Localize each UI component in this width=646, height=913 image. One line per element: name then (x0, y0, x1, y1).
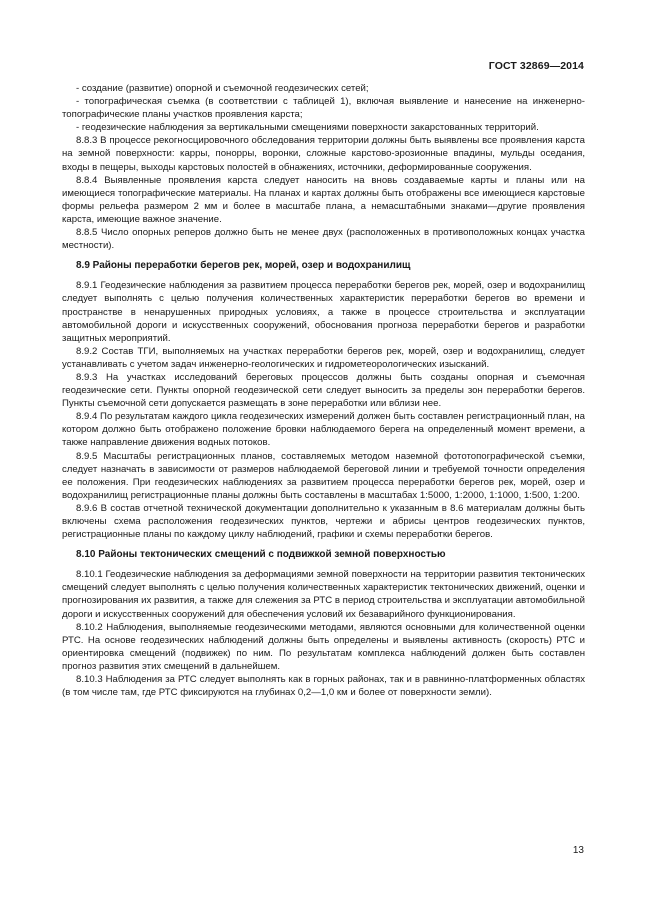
paragraph-8-8-4: 8.8.4 Выявленные проявления карста следует наносить на вновь создаваемые карты и планы или на имеющиеся топографические материалы. На планах и картах должны быть отображены все имеющиеся карстовые формы рельефа размером 2 мм и более в масштабе плана, а немасштабными знаками—другие проявления карста, имеющие важное значение. (62, 174, 585, 225)
paragraph-8-9-1: 8.9.1 Геодезические наблюдения за развитием процесса переработки берегов рек, морей, озер и водохранилищ следует выполнять с целью получения количественных характеристик переработки берегов во времени и пространстве в ненарушенных природных условиях, а также в процессе строительства и эксплуатации автомобильной дороги и искусственных сооружений, обоснования прогноза переработки берегов и разработки защитных мероприятий. (62, 280, 585, 344)
section-heading-8-10: 8.10 Районы тектонических смещений с подвижкой земной поверхностью (76, 549, 446, 561)
page-number: 13 (572, 845, 584, 856)
paragraph-8-9-2: 8.9.2 Состав ТГИ, выполняемых на участках переработки берегов рек, морей, озер и водохранилищ, следует устанавливать с учетом задач инженерно-геологических и гидрометеорологических изысканий. (62, 345, 585, 370)
page-body (62, 82, 585, 699)
paragraph-8-10-1: 8.10.1 Геодезические наблюдения за деформациями земной поверхности на территории развития тектонических смещений следует выполнять с целью получения количественных характеристик тектонических движений, оценки и прогнозирования их развития, а также для слежения за РТС в период строительства и эксплуатации автомобильной дороги и искусственных сооружений для обеспечения условий их безаварийного функционирования. (62, 569, 585, 620)
paragraph-8-10-3: 8.10.3 Наблюдения за РТС следует выполнять как в горных районах, так и в равнинно-платформенных областях (в том числе там, где РТС фиксируются на глубинах 0,2—1,0 км и более от поверхности земли). (62, 674, 585, 699)
standard-code: ГОСТ 32869—2014 (488, 60, 584, 72)
paragraph-8-9-6: 8.9.6 В состав отчетной технической документации дополнительно к указанным в 8.6 материалам должны быть включены схема расположения геодезических пунктов, чертежи и абрисы центров геодезических пунктов, регистрационные планы по каждому циклу наблюдений, графики и схемы переработки берегов. (62, 502, 585, 541)
list-item: - топографическая съемка (в соответствии с таблицей 1), включая выявление и нанесение на инженерно-топографические планы участков проявления карста; (62, 96, 585, 121)
section-heading-8-9: 8.9 Районы переработки берегов рек, морей, озер и водохранилищ (76, 260, 411, 272)
paragraph-8-9-3: 8.9.3 На участках исследований береговых процессов должны быть созданы опорная и съемочная геодезические сети. Пункты опорной геодезической сети следует выносить за пределы зон переработки берегов. Пункты съемочной сети допускается размещать в зоне переработки или вблизи нее. (62, 371, 585, 410)
paragraph-8-10-2: 8.10.2 Наблюдения, выполняемые геодезическими методами, являются основными для количественной оценки РТС. На основе геодезических наблюдений должны быть определены и выявлены активность (скорость) РТС и ориентировка смещений (подвижек) по ним. По результатам комплекса наблюдений должен быть составлен прогноз развития этих смещений в дальнейшем. (62, 621, 585, 672)
paragraph-8-8-3: 8.8.3 В процессе рекогносцировочного обследования территории должны быть выявлены все проявления карста на земной поверхности: карры, понорры, воронки, сложные карстово-эрозионные впадины, мульды оседания, входы в пещеры, выходы карстовых полостей в обнажениях, источники, деформированные сооружения. (62, 135, 585, 173)
paragraph-8-9-5: 8.9.5 Масштабы регистрационных планов, составляемых методом наземной фототопографической съемки, следует назначать в зависимости от размеров наблюдаемой береговой линии и требуемой точности определения ее положения. При геодезических наблюдениях за развитием процесса переработки берегов рек, морей, озер и водохранилищ регистрационные планы должны быть составлены в масштабах 1:5000, 1:2000, 1:1000, 1:500, 1:200. (62, 450, 585, 501)
paragraph-8-9-4: 8.9.4 По результатам каждого цикла геодезических измерений должен быть составлен регистрационный план, на котором должно быть отображено положение бровки наблюдаемого берега на определенный момент времени, а также направление движения водных потоков. (62, 411, 585, 449)
paragraph-8-8-5: 8.8.5 Число опорных реперов должно быть не менее двух (расположенных в противоположных концах участка местности). (62, 227, 585, 252)
list-item: - создание (развитие) опорной и съемочной геодезических сетей; (76, 83, 369, 94)
list-item: - геодезические наблюдения за вертикальными смещениями поверхности закарстованных территорий. (76, 122, 539, 134)
